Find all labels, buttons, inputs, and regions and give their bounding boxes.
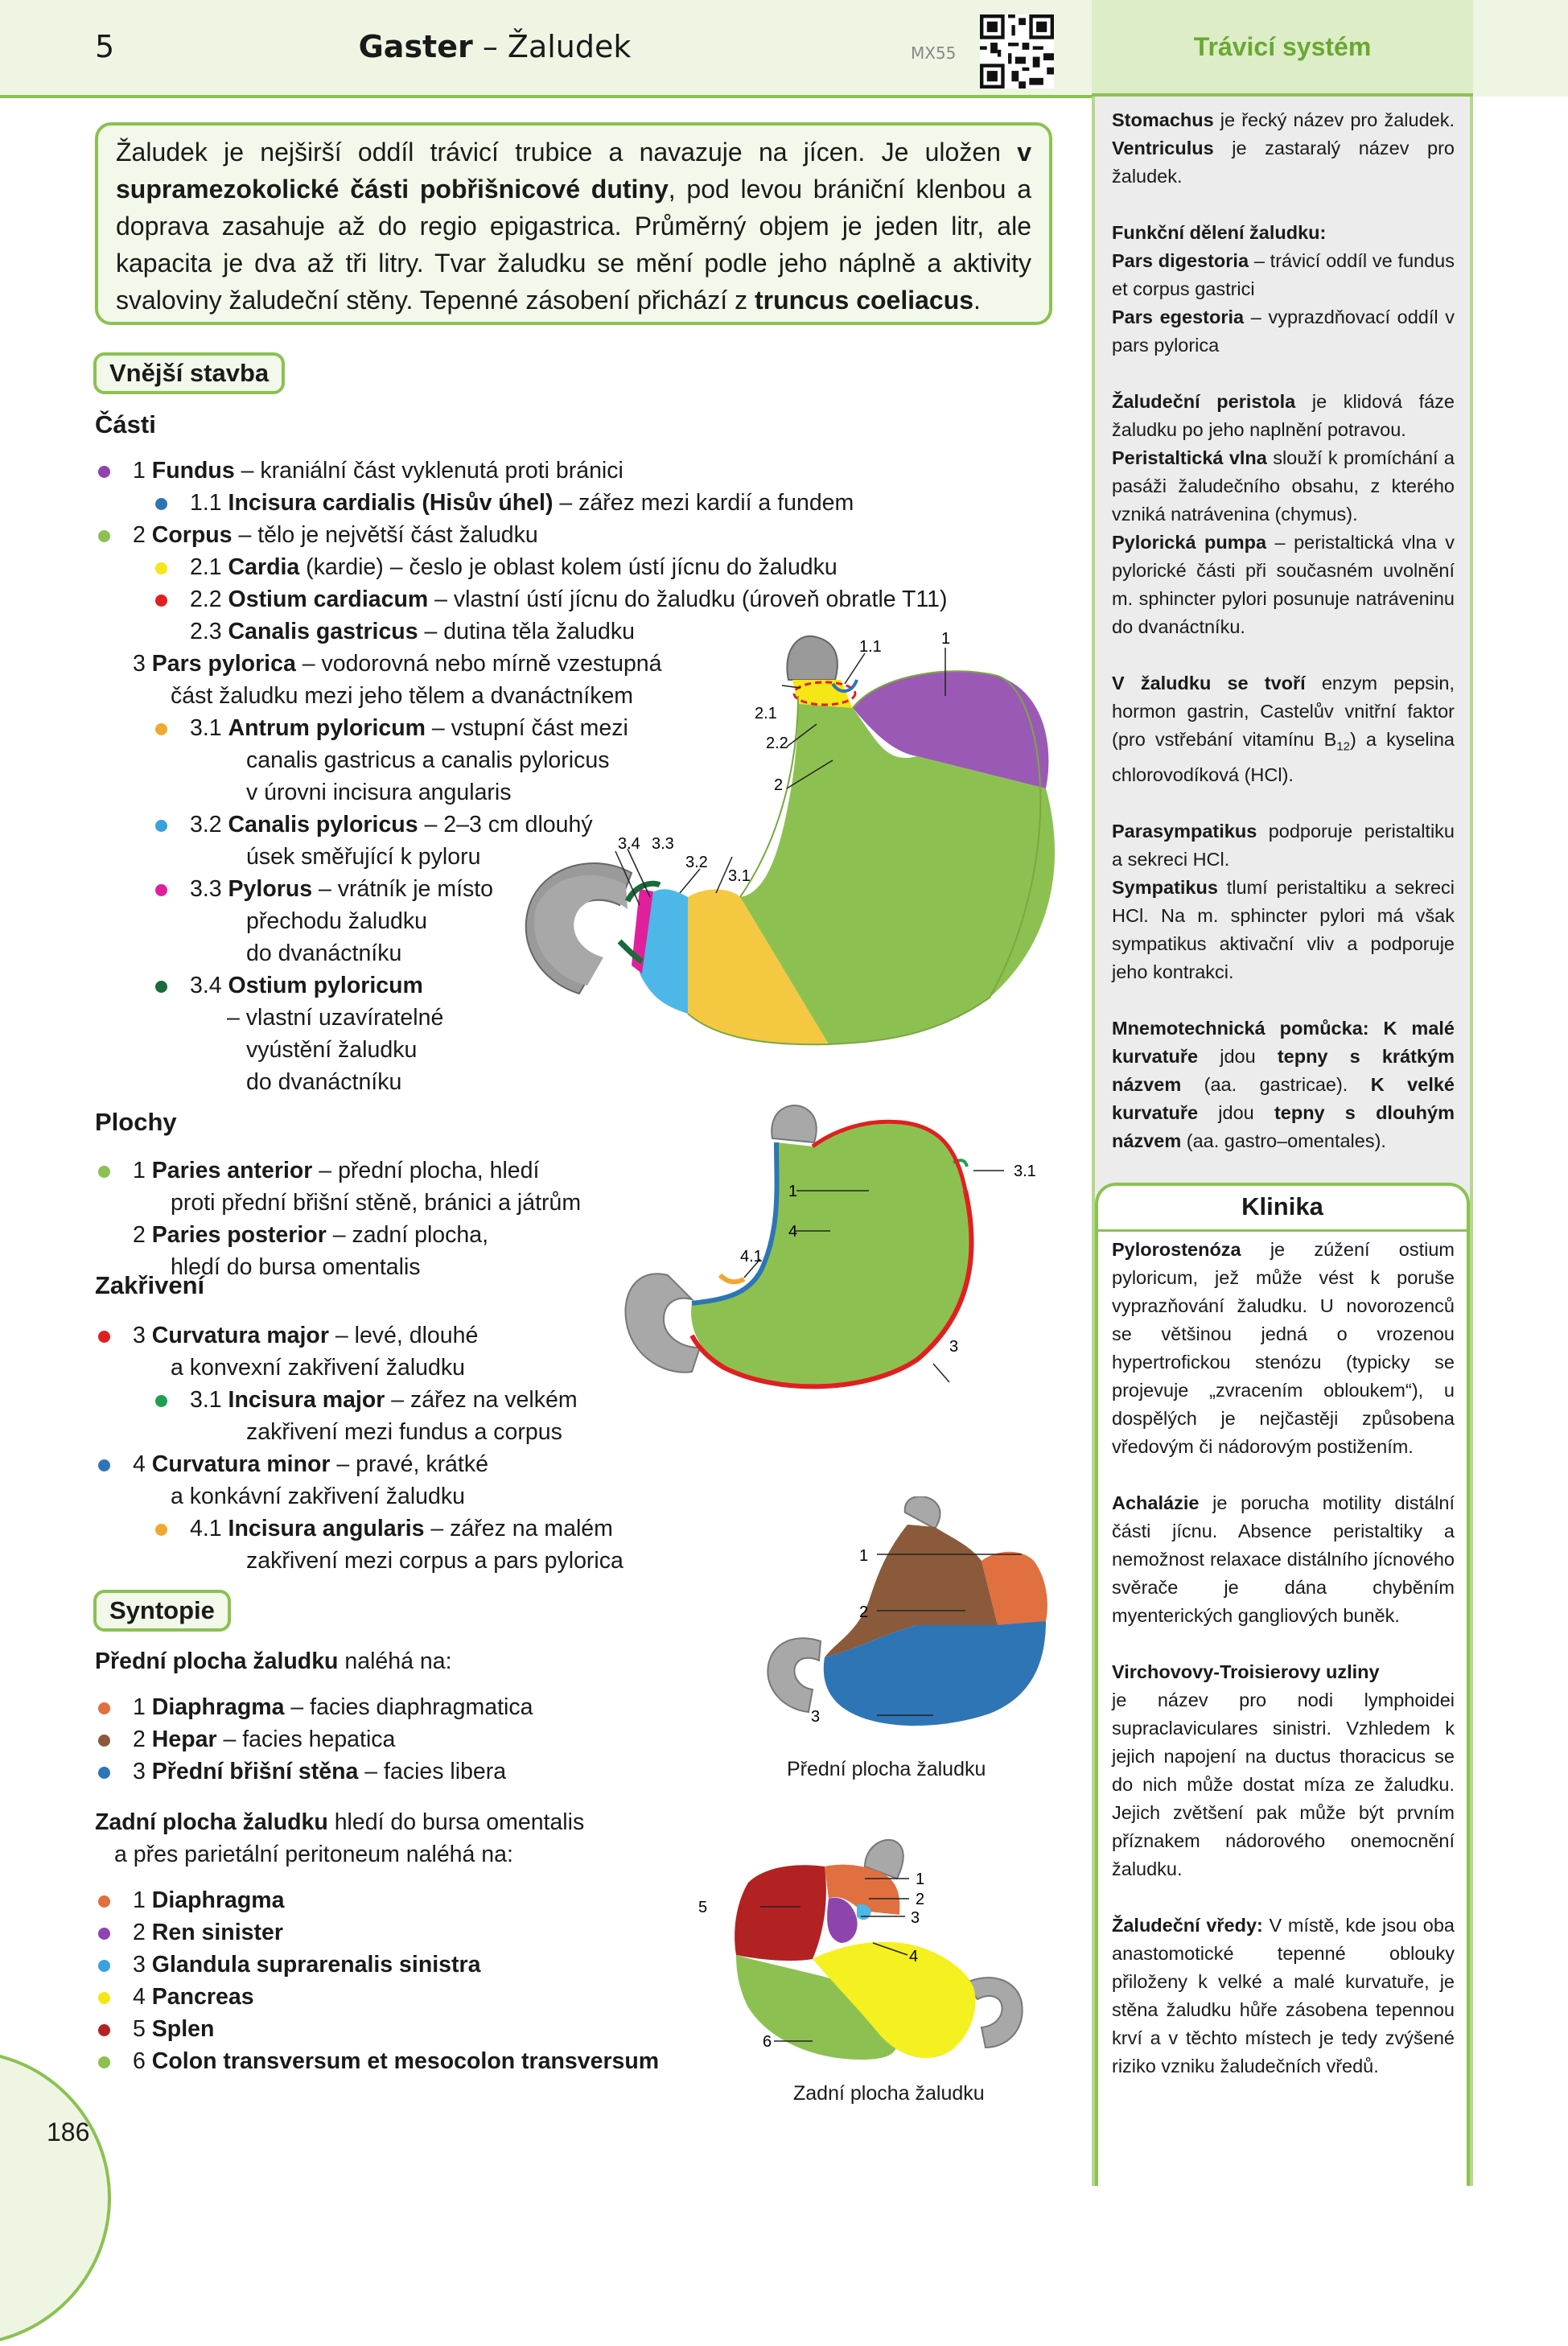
sidebar-paragraph-0-run-0: Stomachus [1112,109,1214,130]
curvature-item-description: – pravé, krátké [330,1451,488,1477]
part-bullet-13 [155,884,167,896]
curvature-item-description: – zářez na velkém [385,1387,578,1413]
curvature-item-number: 3.1 [190,1387,228,1413]
sidebar-paragraph-14 [1112,986,1455,1015]
sidebar-paragraph-4 [1112,303,1455,360]
sidebar-paragraph-9 [1112,641,1455,669]
surface-item-description: hledí do bursa omentalis [171,1254,421,1280]
curvature-item-number: 3 [133,1323,152,1348]
part-item-description: do dvanáctníku [246,940,402,966]
duodenum-shape-3 [768,1638,821,1712]
curvature-item-term: Incisura angularis [228,1516,425,1541]
part-item-term: Canalis pyloricus [228,812,418,838]
splen-region [735,1865,826,1961]
fig4-label-3: 4 [909,1948,919,1965]
anterior-item-number: 1 [133,1694,152,1720]
fig3-label-2: 3 [811,1708,821,1726]
heading-surfaces: Plochy [95,1108,177,1136]
part-item-description: – vodorovná nebo mírně vzestupná [295,651,662,677]
anterior-bullet-1 [98,1735,110,1747]
anterior-bullet-2 [98,1767,110,1779]
sidebar-paragraph-1 [1112,191,1455,219]
curvature-item-4 [133,1448,488,1480]
part-item-description: – 2–3 cm dlouhý [418,812,593,838]
anterior-heading [95,1645,452,1677]
part-item-18 [246,1034,417,1066]
sidebar-paragraph-12-run-1: podporuje peristaltiku a sekreci HCl. [1112,820,1455,870]
fig1-label-1: 1 [941,630,951,648]
posterior-item-5 [133,2045,659,2077]
part-item-0 [133,455,623,487]
clinic-paragraph-5 [1112,1686,1455,1883]
clinic-title: Klinika [1241,1192,1323,1220]
chapter-number: 5 [95,29,115,64]
sidebar-paragraph-15-run-6: tepny s dlouhým názvem [1112,1101,1455,1151]
sidebar-paragraph-10 [1112,669,1455,789]
part-item-term: Pars pylorica [151,651,296,677]
part-item-number: 3 [133,651,152,677]
fig4-label-5: 6 [763,2033,772,2051]
surface-item-3 [171,1251,421,1283]
intro-run-2: , pod levou brániční klenbou a doprava zasahuje až do regio epigastrica. Průměrný objem je jeden litr, ale kapacita je dva až tři litry. Tvar žaludku se mění podle jeho náplně a aktivity svaloviny žaludeční stěny. Tepenné zásobení přichází z [116,175,1032,315]
intro-run-1: v supramezokolické části pobřišnicové dutiny [116,138,1031,204]
figure-posterior-caption: Zadní plocha žaludku [793,2082,985,2105]
curvature-item-description: a konkávní zakřivení žaludku [171,1484,465,1509]
fig1-label-6: 3.3 [652,835,674,853]
sidebar-paragraph-3 [1112,247,1455,303]
sidebar-paragraph-4-run-1: – vyprazdňovací oddíl v pars pylorica [1112,307,1455,356]
anterior-item-term: Hepar [151,1727,217,1752]
intro-run-3: truncus coeliacus [754,286,974,315]
sidebar-paragraph-0-run-3: je zastaralý název pro žaludek. [1112,138,1455,187]
surface-item-term: Paries anterior [151,1158,313,1183]
sidebar-paragraph-12-run-0: Parasympatikus [1112,820,1257,842]
part-item-4 [190,583,948,615]
part-item-description: – vstupní část mezi [425,715,628,741]
figure-posterior-surface [692,1818,1070,2084]
sidebar-paragraph-7-run-0: Peristaltická vlna [1112,447,1267,468]
posterior-item-number: 5 [133,2016,152,2042]
sidebar-paragraph-6 [1112,388,1455,444]
sidebar-paragraph-11 [1112,789,1455,817]
header-divider [0,95,1094,98]
sidebar-paragraph-2-run-0: Funkční dělení žaludku: [1112,222,1327,243]
sidebar-paragraph-15-run-2: tepny s krátkým názvem [1112,1045,1455,1095]
sidebar-paragraph-4-run-0: Pars egestoria [1112,307,1245,327]
curvature-item-description: zakřivení mezi fundus a corpus [246,1419,562,1445]
part-item-number: 1 [133,458,152,484]
part-item-10 [246,776,512,809]
anterior-item-description: – facies hepatica [216,1727,396,1752]
posterior-item-number: 3 [133,1952,152,1978]
part-item-description: – tělo je největší část žaludku [232,522,538,548]
posterior-item-term: Glandula suprarenalis sinistra [151,1952,481,1978]
part-item-19 [246,1066,401,1098]
curvature-item-term: Incisura major [228,1387,385,1413]
surface-item-0 [133,1154,539,1187]
curvature-item-term: Curvatura major [151,1323,329,1348]
sidebar-paragraph-7-run-1: slouží k promíchání a pasáži žaludečního obsahu, z kterého vzniká natrávenina (chymus). [1112,447,1455,525]
sidebar-paragraph-6-run-1: je klidová fáze žaludku po jeho naplnění potravou. [1112,391,1455,440]
figure-stomach-parts [499,619,1078,1070]
posterior-item-number: 1 [133,1887,152,1913]
anterior-item-description: – facies diaphragmatica [284,1694,533,1720]
anterior-item-term: Přední břišní stěna [151,1759,359,1784]
curvature-item-1 [171,1352,465,1384]
anterior-heading-bold: Přední plocha žaludku [95,1648,339,1674]
curvature-item-term: Curvatura minor [151,1451,331,1477]
incisura-angularis-mark [720,1275,744,1282]
part-item-description: – vlastní ústí jícnu do žaludku (úroveň obratle T11) [428,586,948,612]
posterior-bullet-2 [98,1960,110,1972]
clinic-paragraph-5-run-0: je název pro nodi lymphoidei supraclaviculares sinistri. Vzhledem k jejich napojení na ductus thoracicus se do nich může dostat míza ze žaludku. Jejich zvětšení pak může být prvním příznakem nádorového onemocnění žaludku. [1112,1690,1455,1879]
sidebar-paragraph-15-run-3: (aa. gastricae). [1181,1073,1371,1095]
anterior-bullet-0 [98,1702,110,1714]
posterior-heading-rest: hledí do bursa omentalis [327,1809,585,1835]
sidebar-paragraph-15-run-4: K velké kurvatuře [1112,1073,1455,1123]
sidebar-paragraph-15-run-1: jdou [1198,1045,1278,1067]
posterior-item-term: Ren sinister [151,1920,283,1945]
anterior-item-number: 2 [133,1727,152,1752]
esophagus-shape-2 [772,1105,817,1142]
intro-run-4: . [973,286,981,315]
part-item-term: Ostium pyloricum [228,973,423,998]
page-corner-decoration [0,2050,111,2346]
fig1-label-2: 2.1 [755,705,777,722]
figure-stomach-surfaces [619,1102,1070,1408]
duodenum-shape-2 [625,1274,700,1372]
clinic-paragraph-3 [1112,1630,1455,1658]
part-item-term: Pylorus [228,876,313,902]
esophagus-shape [787,636,838,680]
posterior-heading-line2: a přes parietální peritoneum naléhá na: [114,1842,513,1867]
curvature-bullet-4 [98,1459,110,1471]
fig3-label-0: 1 [859,1547,869,1565]
part-item-description: část žaludku mezi jeho tělem a dvanáctníkem [171,683,634,709]
anterior-item-1 [133,1723,395,1755]
fig2-label-1: 1 [788,1183,798,1200]
fig4-label-2: 3 [911,1909,920,1927]
sidebar-paragraph-10-run-0: V žaludku se tvoří [1112,673,1306,694]
part-item-14 [246,905,427,937]
part-bullet-2 [98,530,110,542]
part-bullet-4 [155,595,167,607]
clinic-paragraph-0-run-0: Pylorostenóza [1112,1239,1241,1260]
curvature-bullet-6 [155,1524,167,1536]
curvature-bullet-0 [98,1331,110,1343]
sidebar-paragraph-8-run-1: – peristaltická vlna v pylorické části při současném uvolnění m. sphincter pylori posunuje natráveninu do dvanáctníku. [1112,532,1455,637]
part-item-17 [227,1002,443,1034]
anterior-heading-rest: naléhá na: [338,1648,452,1674]
clinic-paragraph-7-run-1: V místě, kde jsou oba anastomotické tepenné oblouky přiloženy k velké a malé kurvatuře, je stěna žaludku hůře zásobena tepennou krví a v těchto místech je tedy zvýšené riziko vzniku žaludečních vředů. [1112,1915,1455,2076]
surface-item-term: Paries posterior [151,1222,327,1248]
curvature-item-2 [190,1384,578,1416]
posterior-item-term: Splen [151,2016,215,2042]
part-item-term: Incisura cardialis (Hisův úhel) [228,490,554,516]
posterior-item-term: Pancreas [151,1984,254,2010]
surface-bullet-0 [98,1166,110,1178]
curvature-item-number: 4.1 [190,1516,228,1541]
title-separator: – [472,29,508,64]
qr-code-icon[interactable] [980,14,1054,88]
fig2-label-3: 4.1 [740,1248,763,1266]
part-bullet-0 [98,466,110,478]
anterior-item-term: Diaphragma [151,1694,285,1720]
sidebar-paragraph-12 [1112,817,1455,874]
section-tab: Trávicí systém [1092,0,1473,97]
part-item-description: přechodu žaludku [246,908,427,934]
sidebar-paragraph-3-run-0: Pars digestoria [1112,250,1249,271]
curvature-item-6 [190,1513,613,1545]
heading-syntopy: Syntopie [93,1590,231,1632]
surface-item-description: proti přední břišní stěně, bránici a játrům [171,1190,582,1216]
curvature-item-description: – levé, dlouhé [328,1323,479,1348]
heading-curvatures: Zakřivení [95,1271,205,1299]
posterior-item-3 [133,1981,254,2013]
part-bullet-16 [155,981,167,993]
part-item-description: – vlastní uzavíratelné [227,1005,444,1031]
sidebar-paragraph-10-run-2: 12 [1336,739,1350,754]
sidebar-paragraph-15 [1112,1015,1455,1155]
surface-item-2 [133,1219,488,1251]
part-item-number: 3.2 [190,812,228,838]
figure-anterior-surface [724,1496,1070,1754]
surface-item-number: 2 [133,1222,152,1248]
part-item-number: 3.1 [190,715,228,741]
sidebar-paragraph-15-run-7: (aa. gastro–omentales). [1181,1130,1386,1151]
fig4-label-0: 1 [916,1871,925,1888]
sidebar-paragraph-0-run-2: Ventriculus [1112,138,1214,158]
part-item-term: Fundus [151,458,235,484]
sidebar-paragraph-13-run-1: tlumí peristaltiku a sekreci HCl. Na m. sphincter pylori má však sympatikus aktivační vliv a podporuje jeho kontrakci. [1112,876,1455,982]
heading-outer-structure: Vnější stavba [93,352,285,394]
posterior-bullet-1 [98,1928,110,1940]
fig1-label-7: 3.2 [685,854,708,871]
curvature-item-number: 4 [133,1451,152,1477]
clinic-divider [1095,1229,1470,1232]
posterior-item-number: 2 [133,1920,152,1945]
part-item-description: – kraniální část vyklenutá proti bránici [234,458,623,484]
sidebar-paragraph-0-run-1: je řecký název pro žaludek. [1213,109,1455,130]
part-item-number: 2.2 [190,586,228,612]
clinic-paragraph-4 [1112,1658,1455,1686]
sidebar-paragraph-6-run-0: Žaludeční peristola [1112,391,1296,412]
sidebar-paragraph-0 [1112,106,1455,191]
intro-box [95,122,1052,325]
posterior-item-4 [133,2013,214,2045]
part-bullet-3 [155,562,167,574]
posterior-item-term: Diaphragma [151,1887,285,1913]
sidebar-notes [1112,106,1455,1155]
figure-anterior-caption: Přední plocha žaludku [787,1758,986,1780]
heading-parts: Části [95,410,156,438]
title-czech: Žaludek [507,29,632,64]
sidebar-paragraph-5 [1112,360,1455,388]
part-item-number: 2.1 [190,554,228,580]
part-item-description: v úrovni incisura angularis [246,780,512,805]
anterior-item-0 [133,1691,533,1723]
sidebar-paragraph-2 [1112,219,1455,247]
part-item-description: canalis gastricus a canalis pyloricus [246,747,610,773]
sidebar-paragraph-15-run-0: Mnemotechnická pomůcka: K malé kurvatuře [1112,1017,1455,1067]
part-item-number: 3.4 [190,973,228,998]
part-item-2 [133,519,538,551]
surface-item-number: 1 [133,1158,152,1183]
part-item-description: vyústění žaludku [246,1037,418,1063]
sidebar-paragraph-3-run-1: – trávicí oddíl ve fundus et corpus gastrici [1112,250,1455,299]
fig1-label-3: 2.2 [766,735,788,752]
fig1-label-8: 3.1 [728,867,751,885]
curvature-item-7 [246,1545,623,1577]
esophagus-shape-3 [905,1496,940,1529]
curvature-item-0 [133,1319,478,1352]
clinic-paragraph-4-run-0: Virchovovy-Troisierovy uzliny [1112,1661,1380,1682]
anterior-item-number: 3 [133,1759,152,1784]
sidebar-paragraph-8 [1112,529,1455,641]
part-item-term: Antrum pyloricum [228,715,426,741]
intro-run-0: Žaludek je nejširší oddíl trávicí trubice a navazuje na jícen. Je uložen [116,138,1018,167]
clinic-paragraph-6 [1112,1883,1455,1912]
sidebar-paragraph-10-run-3: ) a kyselina chlorovodíková (HCl). [1112,729,1455,785]
posterior-item-0 [133,1884,285,1916]
curvature-item-description: – zářez na malém [424,1516,613,1541]
part-bullet-11 [155,820,167,832]
anterior-item-2 [133,1755,506,1788]
clinic-paragraph-7-run-0: Žaludeční vředy: [1112,1915,1263,1936]
posterior-item-2 [133,1949,480,1981]
part-item-term: Corpus [151,522,233,548]
fig1-label-0: 1.1 [859,638,882,656]
fig4-label-4: 5 [698,1899,708,1916]
posterior-item-term: Colon transversum et mesocolon transversum [151,2048,660,2074]
clinic-paragraph-0-run-1: je zúžení ostium pyloricum, jež může vést k poruše vyprazňování žaludku. U novorozenců se většinou jedná o vrozenou hypertrofickou stenózu (typicky se projevuje „zvracením obloukem“), u dospělých je nejčastěji způsobena vředovým či nádorovým postižením. [1112,1239,1455,1457]
posterior-item-1 [133,1916,283,1949]
fig1-label-5: 3.4 [618,835,640,853]
sidebar-paragraph-8-run-0: Pylorická pumpa [1112,532,1267,553]
clinic-paragraph-0 [1112,1236,1455,1461]
curvature-item-description: a konvexní zakřivení žaludku [171,1355,465,1381]
part-item-description: – vrátník je místo [312,876,494,902]
part-item-description: – zářez mezi kardií a fundem [553,490,854,516]
clinic-paragraph-2 [1112,1489,1455,1630]
part-item-term: Canalis gastricus [228,619,418,644]
page-code: MX55 [911,43,957,63]
posterior-bullet-3 [98,1992,110,2004]
fig2-label-0: 3.1 [1014,1163,1036,1180]
surface-item-description: – zadní plocha, [326,1222,489,1248]
posterior-bullet-0 [98,1895,110,1908]
part-item-16 [190,969,423,1002]
sidebar-paragraph-13 [1112,874,1455,986]
title-latin: Gaster [358,29,473,64]
curvature-item-description: zakřivení mezi corpus a pars pylorica [246,1548,623,1574]
part-item-number: 3.3 [190,876,228,902]
sidebar-paragraph-10-run-1: enzym pepsin, hormon gastrin, Castelův vnitřní faktor (pro vstřebání vitamínu B [1112,673,1455,750]
posterior-bullet-5 [98,2056,110,2068]
clinic-paragraph-2-run-0: Achalázie [1112,1492,1200,1513]
part-item-12 [246,841,480,873]
part-item-description: (kardie) – česlo je oblast kolem ústí jícnu do žaludku [299,554,838,580]
part-item-term: Ostium cardiacum [228,586,429,612]
posterior-item-number: 4 [133,1984,152,2010]
part-item-description: – dutina těla žaludku [418,619,635,644]
page-number: 186 [47,2118,90,2146]
part-item-15 [246,937,401,969]
part-item-1 [190,487,854,519]
part-item-description: do dvanáctníku [246,1069,402,1095]
posterior-item-number: 6 [133,2048,152,2074]
part-item-number: 2 [133,522,152,548]
clinic-paragraph-1 [1112,1461,1455,1489]
clinic-notes [1112,1236,1455,2081]
sidebar-paragraph-7 [1112,444,1455,529]
part-item-description: úsek směřující k pyloru [246,844,481,870]
curvature-item-3 [246,1416,562,1448]
curvature-item-5 [171,1480,465,1513]
part-item-3 [190,551,838,583]
part-item-13 [190,873,493,905]
posterior-bullet-4 [98,2024,110,2036]
posterior-heading-bold: Zadní plocha žaludku [95,1809,328,1835]
sidebar-paragraph-15-run-5: jdou [1198,1101,1274,1123]
posterior-heading [95,1806,584,1838]
anterior-item-description: – facies libera [358,1759,507,1784]
fig2-label-2: 4 [788,1223,798,1241]
part-item-number: 2.3 [190,619,228,644]
page-title [0,29,990,64]
surface-item-1 [171,1187,581,1219]
fig2-label-4: 3 [949,1338,959,1356]
fig1-label-4: 2 [774,776,784,794]
part-item-term: Cardia [228,554,300,580]
clinic-paragraph-2-run-1: je porucha motility distální části jícnu. Absence peristaltiky a nemožnost relaxace distálního jícnového svěrače je dána chyběním myenterických gangliových buněk. [1112,1492,1455,1626]
fig3-label-1: 2 [859,1603,869,1621]
part-bullet-8 [155,723,167,735]
part-item-number: 1.1 [190,490,228,516]
clinic-paragraph-7 [1112,1912,1455,2081]
sidebar-paragraph-13-run-0: Sympatikus [1112,876,1218,898]
surface-item-description: – přední plocha, hledí [312,1158,540,1183]
curvature-bullet-2 [155,1395,167,1407]
part-bullet-1 [155,498,167,510]
fig4-label-1: 2 [916,1891,925,1908]
ren-region [827,1898,857,1943]
